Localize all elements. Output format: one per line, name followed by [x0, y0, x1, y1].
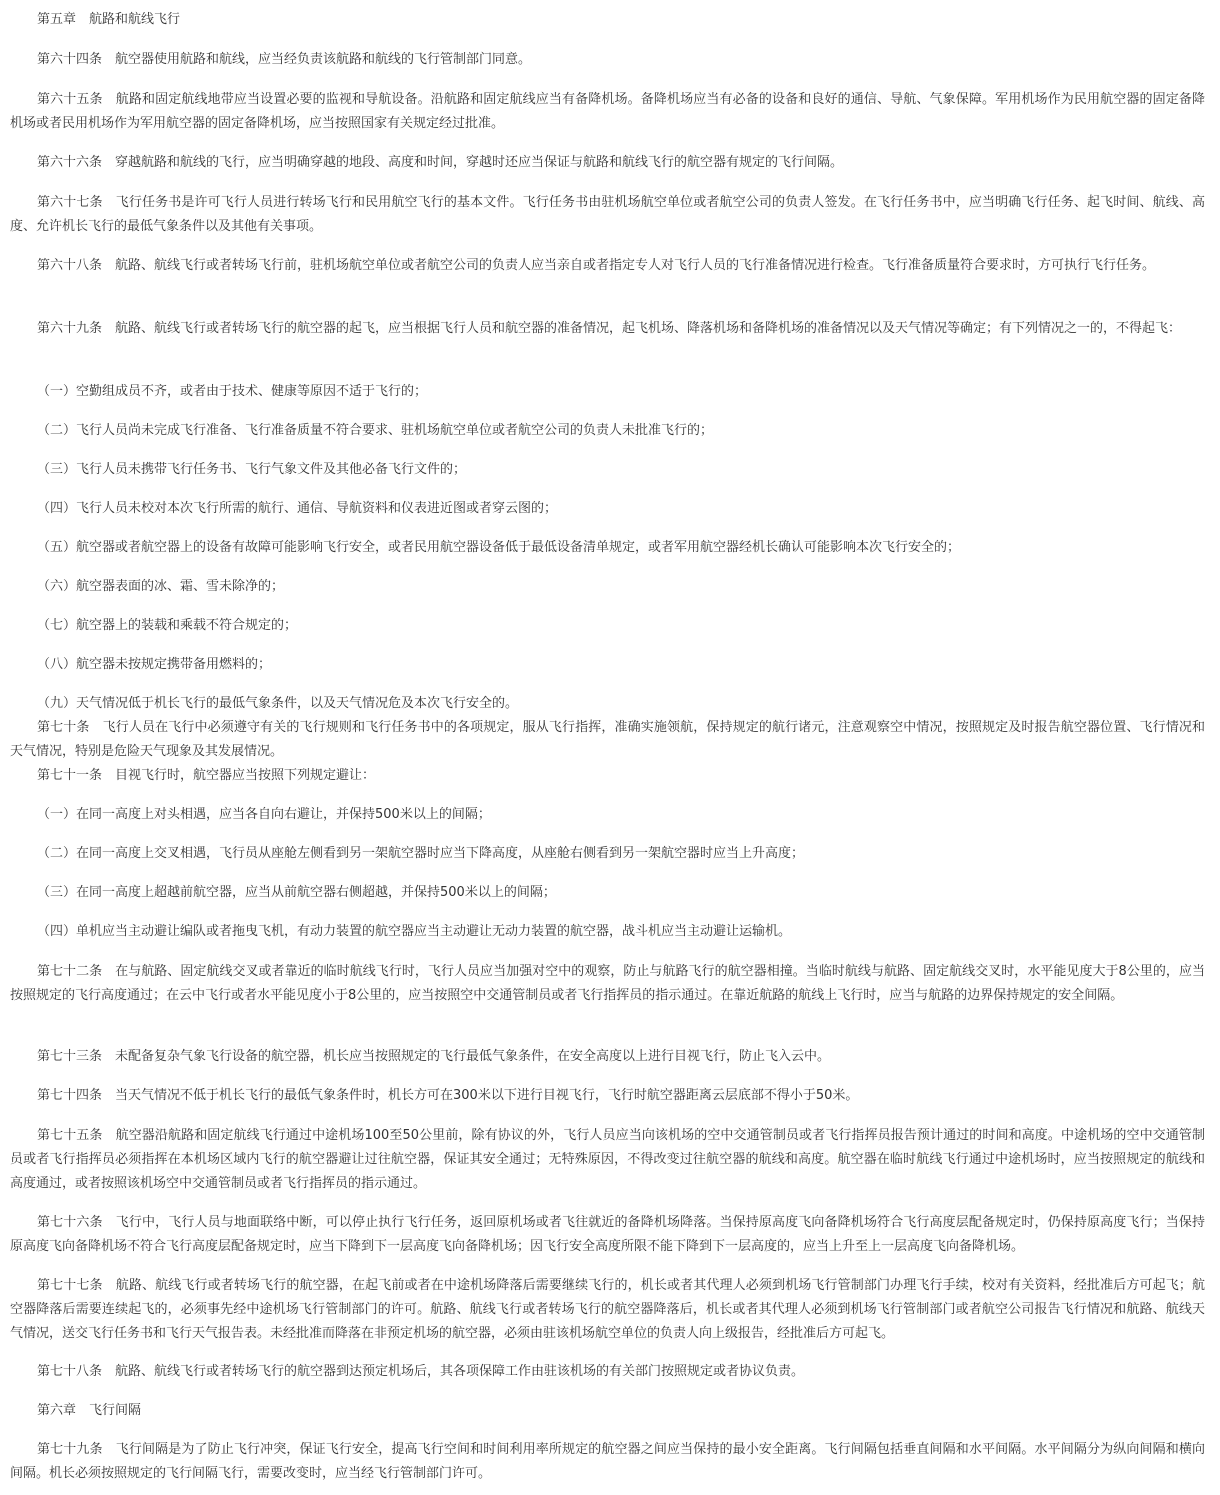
list-item: （六）航空器表面的冰、霜、雪未除净的；: [37, 579, 285, 594]
list-item: （八）航空器未按规定携带备用燃料的；: [37, 657, 272, 672]
article-paragraph: 第七十二条 在与航路、固定航线交叉或者靠近的临时航线飞行时，飞行人员应当加强对空中的观察，防止与航路飞行的航空器相撞。当临时航线与航路、固定航线交叉时，水平能见度大于8公里的，应当按照规定的飞行高度通过；在云中飞行或者水平能见度小于8公里的，应当按照空中交通管制员或者飞行指挥员的指示通过。在靠近航路的航线上飞行时，应当与航路的边界保持规定的安全间隔。: [10, 964, 1205, 1003]
list-item: （四）飞行人员未校对本次飞行所需的航行、通信、导航资料和仪表进近图或者穿云图的；: [37, 501, 558, 516]
article-paragraph: 第七十七条 航路、航线飞行或者转场飞行的航空器，在起飞前或者在中途机场降落后需要继续飞行的，机长或者其代理人必须到机场飞行管制部门办理飞行手续，校对有关资料，经批准后方可起飞；航空器降落后需要连续起飞的，必须事先经中途机场飞行管制部门的许可。航路、航线飞行或者转场飞行的航空器降落后，机长或者其代理人必须到机场飞行管制部门或者航空公司报告飞行情况和航路、航线天气情况，送交飞行任务书和飞行天气报告表。未经批准而降落在非预定机场的航空器，必须由驻该机场航空单位的负责人向上级报告，经批准后方可起飞。: [10, 1278, 1205, 1341]
list-item: （三）飞行人员未携带飞行任务书、飞行气象文件及其他必备飞行文件的；: [37, 462, 467, 477]
list-item: （七）航空器上的装载和乘载不符合规定的；: [37, 618, 298, 633]
list-item: （三）在同一高度上超越前航空器，应当从前航空器右侧超越，并保持500米以上的间隔；: [37, 885, 556, 900]
list-item: （二）在同一高度上交叉相遇，飞行员从座舱左侧看到另一架航空器时应当下降高度，从座舱右侧看到另一架航空器时应当上升高度；: [37, 846, 805, 861]
article-paragraph: 第七十一条 目视飞行时，航空器应当按照下列规定避让：: [37, 768, 376, 783]
list-item: （五）航空器或者航空器上的设备有故障可能影响飞行安全，或者民用航空器设备低于最低设备清单规定，或者军用航空器经机长确认可能影响本次飞行安全的；: [37, 540, 961, 555]
article-paragraph: 第七十六条 飞行中，飞行人员与地面联络中断，可以停止执行飞行任务，返回原机场或者飞往就近的备降机场降落。当保持原高度飞向备降机场符合飞行高度层配备规定时，仍保持原高度飞行；当保持原高度飞向备降机场不符合飞行高度层配备规定时，应当下降到下一层高度飞向备降机场；因飞行安全高度所限不能下降到下一层高度的，应当上升至上一层高度飞向备降机场。: [10, 1215, 1205, 1254]
article-paragraph: 第六十五条 航路和固定航线地带应当设置必要的监视和导航设备。沿航路和固定航线应当有备降机场。备降机场应当有必备的设备和良好的通信、导航、气象保障。军用机场作为民用航空器的固定备降机场或者民用机场作为军用航空器的固定备降机场，应当按照国家有关规定经过批准。: [10, 92, 1205, 131]
article-paragraph: 第六十七条 飞行任务书是许可飞行人员进行转场飞行和民用航空飞行的基本文件。飞行任务书由驻机场航空单位或者航空公司的负责人签发。在飞行任务书中，应当明确飞行任务、起飞时间、航线、高度、允许机长飞行的最低气象条件以及其他有关事项。: [10, 195, 1205, 234]
article-paragraph: 第七十九条 飞行间隔是为了防止飞行冲突，保证飞行安全，提高飞行空间和时间利用率所规定的航空器之间应当保持的最小安全距离。飞行间隔包括垂直间隔和水平间隔。水平间隔分为纵向间隔和横向间隔。机长必须按照规定的飞行间隔飞行，需要改变时，应当经飞行管制部门许可。: [10, 1442, 1205, 1481]
article-paragraph: 第七十四条 当天气情况不低于机长飞行的最低气象条件时，机长方可在300米以下进行目视飞行，飞行时航空器距离云层底部不得小于50米。: [37, 1088, 859, 1103]
list-item: （四）单机应当主动避让编队或者拖曳飞机，有动力装置的航空器应当主动避让无动力装置的航空器，战斗机应当主动避让运输机。: [37, 924, 792, 939]
article-paragraph: 第六十六条 穿越航路和航线的飞行，应当明确穿越的地段、高度和时间，穿越时还应当保证与航路和航线飞行的航空器有规定的飞行间隔。: [37, 155, 844, 170]
list-item: （一）空勤组成员不齐，或者由于技术、健康等原因不适于飞行的；: [37, 384, 428, 399]
chapter-heading: 第六章 飞行间隔: [37, 1403, 142, 1418]
article-paragraph: 第七十八条 航路、航线飞行或者转场飞行的航空器到达预定机场后，其各项保障工作由驻该机场的有关部门按照规定或者协议负责。: [37, 1364, 805, 1379]
list-item: （一）在同一高度上对头相遇，应当各自向右避让，并保持500米以上的间隔；: [37, 807, 491, 822]
article-paragraph: 第六十九条 航路、航线飞行或者转场飞行的航空器的起飞，应当根据飞行人员和航空器的准备情况，起飞机场、降落机场和备降机场的准备情况以及天气情况等确定；有下列情况之一的，不得起飞：: [37, 321, 1182, 336]
article-paragraph: 第七十五条 航空器沿航路和固定航线飞行通过中途机场100至50公里前，除有协议的外，飞行人员应当向该机场的空中交通管制员或者飞行指挥员报告预计通过的时间和高度。中途机场的空中交通管制员或者飞行指挥员必须指挥在本机场区域内飞行的航空器避让过往航空器，保证其安全通过；无特殊原因，不得改变过往航空器的航线和高度。航空器在临时航线飞行通过中途机场时，应当按照规定的航线和高度通过，或者按照该机场空中交通管制员或者飞行指挥员的指示通过。: [10, 1128, 1205, 1191]
chapter-heading: 第五章 航路和航线飞行: [37, 12, 181, 27]
list-item: （九）天气情况低于机长飞行的最低气象条件，以及天气情况危及本次飞行安全的。: [37, 696, 519, 711]
article-paragraph: 第六十八条 航路、航线飞行或者转场飞行前，驻机场航空单位或者航空公司的负责人应当亲自或者指定专人对飞行人员的飞行准备情况进行检查。飞行准备质量符合要求时，方可执行飞行任务。: [37, 258, 1156, 273]
list-item: （二）飞行人员尚未完成飞行准备、飞行准备质量不符合要求、驻机场航空单位或者航空公司的负责人未批准飞行的；: [37, 423, 714, 438]
article-paragraph: 第七十条 飞行人员在飞行中必须遵守有关的飞行规则和飞行任务书中的各项规定，服从飞行指挥，准确实施领航，保持规定的航行诸元，注意观察空中情况，按照规定及时报告航空器位置、飞行情况和天气情况，特别是危险天气现象及其发展情况。: [10, 720, 1205, 759]
article-paragraph: 第七十三条 未配备复杂气象飞行设备的航空器，机长应当按照规定的飞行最低气象条件，在安全高度以上进行目视飞行，防止飞入云中。: [37, 1049, 831, 1064]
article-paragraph: 第六十四条 航空器使用航路和航线，应当经负责该航路和航线的飞行管制部门同意。: [37, 52, 532, 67]
